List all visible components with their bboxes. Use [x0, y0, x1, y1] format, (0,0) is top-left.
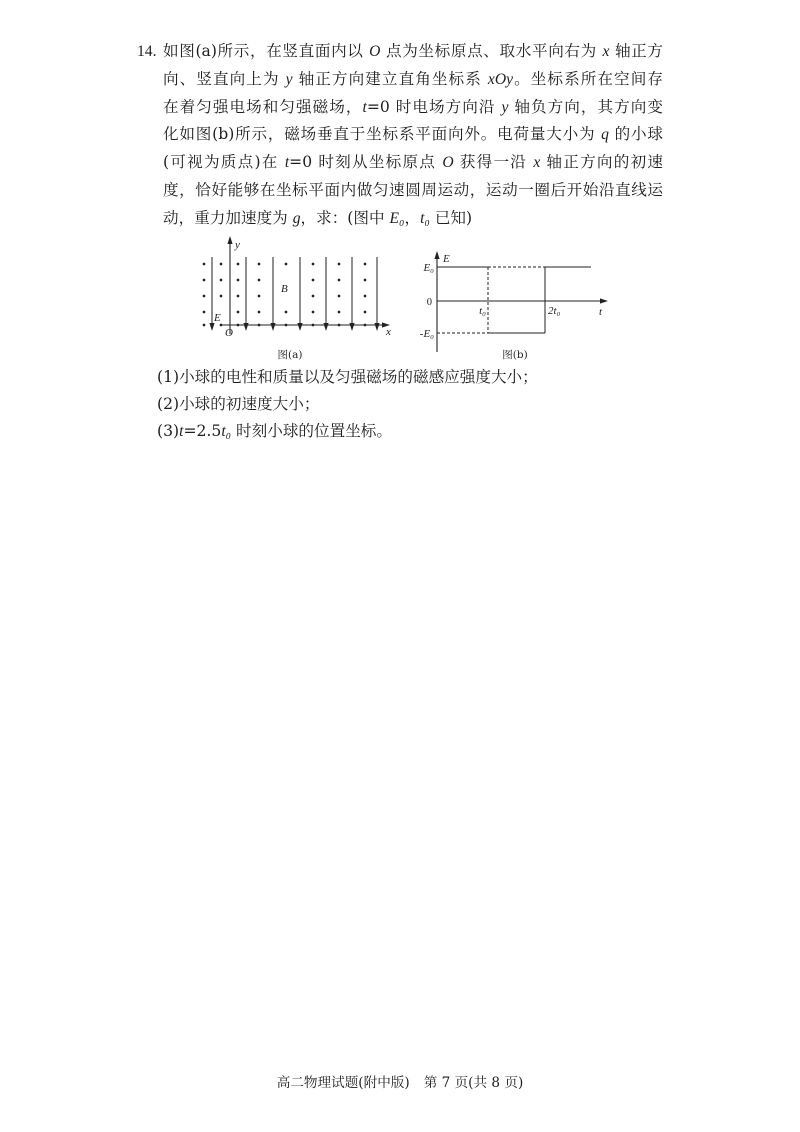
- magnetic-field-dot: [364, 263, 367, 266]
- math-variable: y: [285, 70, 293, 88]
- math-variable: y: [501, 98, 509, 116]
- text-run: 化如图(b)所示，磁场垂直于坐标系平面向外。电荷量大小为: [163, 125, 602, 144]
- magnetic-field-dot: [258, 311, 261, 314]
- problem-line-6: [163, 177, 663, 205]
- math-variable: E₀: [389, 209, 405, 227]
- zero-label: 0: [426, 297, 432, 308]
- magnetic-field-dot: [364, 279, 367, 282]
- math-variable: g: [292, 209, 301, 227]
- math-variable: x: [602, 43, 610, 60]
- text-run: 轴负方向，其方向变: [508, 97, 663, 116]
- electric-field-arrowhead: [297, 323, 302, 331]
- e-min-label: -E₀: [419, 328, 434, 340]
- problem-number: 14.: [137, 43, 157, 60]
- magnetic-field-dot: [237, 279, 240, 282]
- magnetic-field-dot: [338, 311, 341, 314]
- electric-field-arrowhead: [270, 323, 275, 331]
- text-run: =0 时电场方向沿: [366, 97, 502, 116]
- text-run: 已知): [429, 208, 473, 227]
- text-run: =2.5: [183, 422, 222, 440]
- magnetic-field-dot: [285, 311, 288, 314]
- problem-line-7: [163, 205, 663, 233]
- figure-a-caption: 图(a): [277, 349, 303, 361]
- problem-line-4: [163, 121, 663, 149]
- math-variable: O: [442, 154, 454, 172]
- text-run: (1)小球的电性和质量以及匀强磁场的磁感应强度大小；: [157, 368, 538, 386]
- text-run: 。坐标系所在空间存: [513, 69, 663, 88]
- problem-line-5: [163, 149, 663, 177]
- magnetic-field-dot: [237, 295, 240, 298]
- magnetic-field-dot: [285, 263, 288, 266]
- problem-line-2: [163, 66, 663, 94]
- footer-title: 高二物理试题(附中版): [276, 1075, 410, 1091]
- magnetic-field-dot: [258, 279, 261, 282]
- figure-a-field: [203, 257, 380, 331]
- 2t0-label: 2t₀: [548, 305, 561, 317]
- text-run: 如图(a)所示，在竖直面内以: [163, 42, 370, 60]
- text-run: 获得一沿: [453, 153, 534, 172]
- y-axis-label: y: [235, 239, 240, 251]
- magnetic-field-dot: [203, 263, 206, 266]
- magnetic-field-dot: [203, 311, 206, 314]
- magnetic-field-dot: [338, 295, 341, 298]
- math-variable: O: [369, 43, 381, 60]
- problem-line-1: [163, 38, 663, 66]
- text-run: =0 时刻从坐标原点: [289, 153, 443, 172]
- magnetic-field-dot: [364, 295, 367, 298]
- magnetic-field-dot: [203, 279, 206, 282]
- electric-field-arrowhead: [243, 323, 248, 331]
- text-run: ，求：(图中: [300, 208, 390, 227]
- text-run: ，: [404, 208, 421, 227]
- text-run: 点为坐标原点、取水平向右为: [380, 42, 603, 60]
- math-variable: x: [533, 154, 541, 172]
- text-run: 轴正方: [609, 42, 663, 60]
- math-variable: q: [601, 126, 609, 144]
- sub-question-1: [157, 364, 697, 391]
- origin-label: O: [225, 327, 233, 339]
- magnetic-field-dot: [220, 279, 223, 282]
- text-run: 度，恰好能够在坐标平面内做匀速圆周运动，运动一圈后开始沿直线运: [163, 180, 663, 199]
- electric-field-arrowhead: [323, 323, 328, 331]
- text-run: 在着匀强电场和匀强磁场，: [163, 97, 363, 116]
- electric-field-arrowhead: [209, 323, 214, 331]
- electric-field-arrowhead: [349, 323, 354, 331]
- magnetic-field-dot: [338, 263, 341, 266]
- t0-label: t₀: [479, 305, 486, 317]
- text-run: 动，重力加速度为: [163, 208, 293, 227]
- text-run: 向、竖直向上为: [163, 69, 286, 88]
- magnetic-field-dot: [338, 279, 341, 282]
- text-run: (2)小球的初速度大小；: [157, 395, 320, 413]
- magnetic-field-dot: [312, 263, 315, 266]
- text-run: (3): [157, 422, 180, 440]
- e-axis-arrowhead: [434, 251, 439, 259]
- text-run: 时刻小球的位置坐标。: [231, 422, 392, 440]
- problem-line-3: [163, 94, 663, 122]
- sub-questions: [157, 364, 697, 445]
- footer-page-number: 第 7 页(共 8 页): [423, 1075, 524, 1091]
- e-max-label: E₀: [423, 262, 434, 274]
- math-variable: xOy: [487, 70, 514, 88]
- figure-b-caption: 图(b): [502, 349, 528, 361]
- magnetic-field-dot: [258, 263, 261, 266]
- magnetic-field-dot: [220, 263, 223, 266]
- math-variable: t₀: [420, 209, 430, 227]
- figure-a: [190, 232, 400, 364]
- electric-field-arrowhead: [374, 323, 379, 331]
- sub-question-3: [157, 418, 697, 445]
- x-axis-label: x: [386, 326, 391, 338]
- sub-question-2: [157, 391, 697, 418]
- magnetic-field-dot: [203, 324, 206, 327]
- text-run: (可视为质点)在: [163, 153, 285, 172]
- figure-b: [415, 250, 615, 364]
- magnetic-field-label: B: [281, 283, 288, 295]
- magnetic-field-dot: [364, 311, 367, 314]
- text-run: 轴正方向的初速: [540, 153, 663, 172]
- magnetic-field-dot: [220, 295, 223, 298]
- text-run: 的小球: [608, 125, 663, 144]
- t-axis-arrowhead: [600, 298, 608, 303]
- electric-field-label: E: [214, 312, 221, 324]
- problem-text: [163, 38, 663, 233]
- math-variable: t: [179, 423, 184, 440]
- magnetic-field-dot: [203, 295, 206, 298]
- math-variable: t: [362, 98, 367, 116]
- magnetic-field-dot: [237, 311, 240, 314]
- math-variable: t: [284, 154, 290, 172]
- e-axis-label: E: [443, 253, 450, 265]
- magnetic-field-dot: [312, 279, 315, 282]
- magnetic-field-dot: [312, 295, 315, 298]
- y-axis-arrowhead: [227, 236, 232, 244]
- magnetic-field-dot: [312, 311, 315, 314]
- math-variable: t₀: [221, 423, 232, 440]
- magnetic-field-dot: [237, 263, 240, 266]
- text-run: 轴正方向建立直角坐标系: [292, 69, 488, 88]
- page-footer: [0, 1072, 800, 1094]
- t-axis-label: t: [599, 306, 603, 318]
- magnetic-field-dot: [258, 295, 261, 298]
